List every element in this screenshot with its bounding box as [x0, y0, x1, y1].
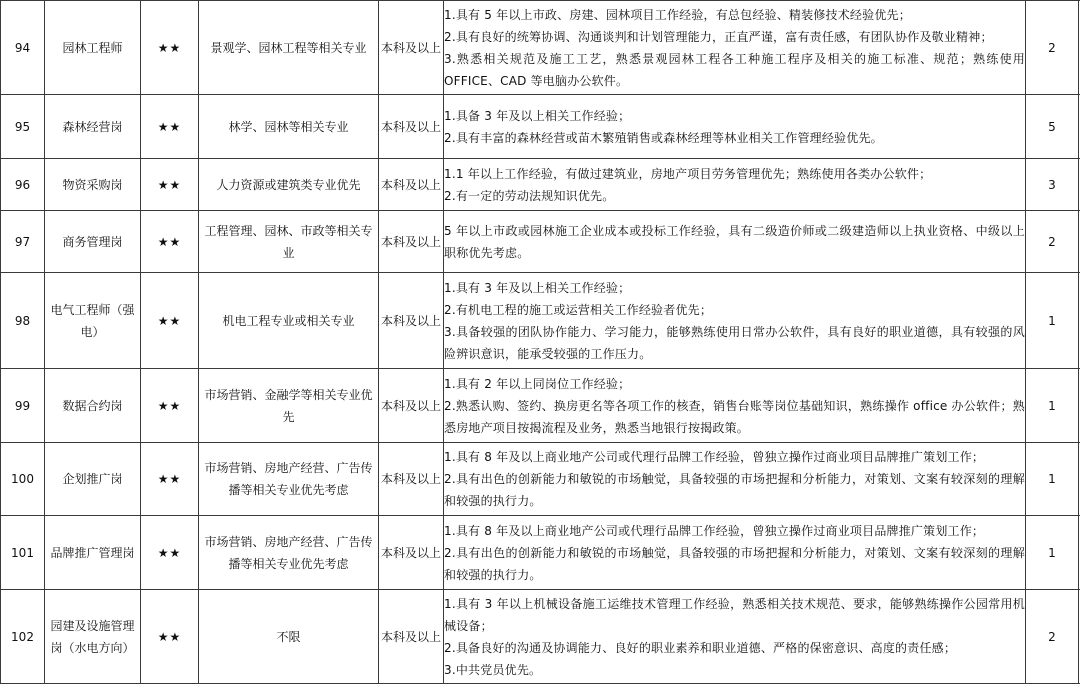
requirement-line: 2.具有良好的统筹协调、沟通谈判和计划管理能力，正直严谨，富有责任感，有团队协作及敬业精神；	[444, 26, 1025, 48]
headcount-cell-text: 2	[1026, 231, 1078, 253]
headcount-cell-text: 1	[1026, 310, 1078, 332]
headcount-cell	[1026, 159, 1079, 211]
table-body	[1, 1, 1080, 684]
table-row	[1, 95, 1080, 159]
table-row	[1, 590, 1080, 684]
education-cell	[379, 590, 444, 684]
requirement-line: 2.有机电工程的施工或运营相关工作经验者优先；	[444, 299, 1025, 321]
row-number-cell-text: 99	[1, 395, 44, 417]
position-cell	[45, 95, 141, 159]
level-stars-cell-text: ★★	[141, 116, 198, 138]
position-cell	[45, 443, 141, 516]
row-number-cell	[1, 516, 45, 590]
position-cell-text: 商务管理岗	[45, 231, 140, 253]
requirement-line: 1.具有 2 年以上同岗位工作经验；	[444, 373, 1025, 395]
level-stars-cell	[141, 273, 199, 369]
requirement-line: 1.具有 3 年以上机械设备施工运维技术管理工作经验，熟悉相关技术规范、要求，能够熟练操作公园常用机械设备；	[444, 593, 1025, 637]
row-number-cell-text: 98	[1, 310, 44, 332]
headcount-cell-text: 5	[1026, 116, 1078, 138]
requirement-line: 2.具备良好的沟通及协调能力、良好的职业素养和职业道德、严格的保密意识、高度的责任感；	[444, 637, 1025, 659]
headcount-cell	[1026, 369, 1079, 443]
position-cell-text: 森林经营岗	[45, 116, 140, 138]
requirement-line: 2.具有出色的创新能力和敏锐的市场触觉，具备较强的市场把握和分析能力，对策划、文案有较深刻的理解和较强的执行力。	[444, 542, 1025, 586]
level-stars-cell	[141, 1, 199, 95]
row-number-cell-text: 101	[1, 542, 44, 564]
level-stars-cell	[141, 443, 199, 516]
table-row	[1, 273, 1080, 369]
major-cell	[199, 443, 379, 516]
level-stars-cell	[141, 516, 199, 590]
education-cell-text: 本科及以上	[379, 542, 443, 564]
level-stars-cell-text: ★★	[141, 310, 198, 332]
headcount-cell	[1026, 516, 1079, 590]
position-cell	[45, 159, 141, 211]
requirement-line: 1.具有 8 年及以上商业地产公司或代理行品牌工作经验，曾独立操作过商业项目品牌推广策划工作；	[444, 446, 1025, 468]
headcount-cell	[1026, 273, 1079, 369]
requirement-line: 2.有一定的劳动法规知识优先。	[444, 185, 1025, 207]
requirement-line: 2.具有出色的创新能力和敏锐的市场触觉，具备较强的市场把握和分析能力，对策划、文案有较深刻的理解和较强的执行力。	[444, 468, 1025, 512]
education-cell	[379, 159, 444, 211]
position-cell	[45, 1, 141, 95]
headcount-cell-text: 1	[1026, 468, 1078, 490]
requirement-line: 5 年以上市政或园林施工企业成本或投标工作经验，具有二级造价师或二级建造师以上执业资格、中级以上职称优先考虑。	[444, 220, 1025, 264]
row-number-cell-text: 97	[1, 231, 44, 253]
major-cell	[199, 369, 379, 443]
position-cell	[45, 516, 141, 590]
headcount-cell-text: 2	[1026, 37, 1078, 59]
level-stars-cell-text: ★★	[141, 231, 198, 253]
requirements-cell	[444, 590, 1026, 684]
education-cell-text: 本科及以上	[379, 116, 443, 138]
row-number-cell	[1, 1, 45, 95]
headcount-cell-text: 1	[1026, 542, 1078, 564]
row-number-cell	[1, 273, 45, 369]
major-cell-text: 市场营销、房地产经营、广告传播等相关专业优先考虑	[199, 531, 378, 575]
education-cell-text: 本科及以上	[379, 310, 443, 332]
education-cell	[379, 516, 444, 590]
position-cell	[45, 273, 141, 369]
education-cell	[379, 443, 444, 516]
level-stars-cell	[141, 95, 199, 159]
education-cell	[379, 211, 444, 273]
requirements-cell	[444, 369, 1026, 443]
education-cell-text: 本科及以上	[379, 231, 443, 253]
row-number-cell	[1, 95, 45, 159]
level-stars-cell-text: ★★	[141, 468, 198, 490]
row-number-cell	[1, 159, 45, 211]
major-cell	[199, 159, 379, 211]
level-stars-cell	[141, 369, 199, 443]
level-stars-cell-text: ★★	[141, 174, 198, 196]
headcount-cell	[1026, 443, 1079, 516]
position-cell-text: 企划推广岗	[45, 468, 140, 490]
major-cell-text: 工程管理、园林、市政等相关专业	[199, 220, 378, 264]
row-number-cell	[1, 443, 45, 516]
major-cell	[199, 273, 379, 369]
major-cell	[199, 211, 379, 273]
requirement-line: 1.具有 5 年以上市政、房建、园林项目工作经验，有总包经验、精装修技术经验优先；	[444, 4, 1025, 26]
position-cell	[45, 590, 141, 684]
level-stars-cell-text: ★★	[141, 542, 198, 564]
table-row	[1, 369, 1080, 443]
requirement-line: 1.具备 3 年及以上相关工作经验；	[444, 105, 1025, 127]
requirements-cell	[444, 443, 1026, 516]
requirements-cell	[444, 95, 1026, 159]
level-stars-cell	[141, 590, 199, 684]
education-cell-text: 本科及以上	[379, 468, 443, 490]
education-cell	[379, 369, 444, 443]
headcount-cell-text: 1	[1026, 395, 1078, 417]
requirements-cell	[444, 516, 1026, 590]
education-cell-text: 本科及以上	[379, 395, 443, 417]
row-number-cell	[1, 369, 45, 443]
headcount-cell	[1026, 211, 1079, 273]
position-cell-text: 电气工程师（强电）	[45, 299, 140, 343]
requirements-cell	[444, 1, 1026, 95]
row-number-cell	[1, 590, 45, 684]
major-cell-text: 景观学、园林工程等相关专业	[199, 37, 378, 59]
major-cell	[199, 516, 379, 590]
table-row	[1, 516, 1080, 590]
major-cell-text: 林学、园林等相关专业	[199, 116, 378, 138]
requirements-cell	[444, 159, 1026, 211]
row-number-cell-text: 94	[1, 37, 44, 59]
headcount-cell	[1026, 590, 1079, 684]
position-cell-text: 品牌推广管理岗	[45, 542, 140, 564]
position-cell-text: 物资采购岗	[45, 174, 140, 196]
requirement-line: 1.1 年以上工作经验，有做过建筑业，房地产项目劳务管理优先；熟练使用各类办公软件；	[444, 163, 1025, 185]
major-cell	[199, 590, 379, 684]
requirement-line: 2.熟悉认购、签约、换房更名等各项工作的核查，销售台账等岗位基础知识，熟练操作 office 办公软件；熟悉房地产项目按揭流程及业务，熟悉当地银行按揭政策。	[444, 395, 1025, 439]
row-number-cell-text: 95	[1, 116, 44, 138]
table-row	[1, 1, 1080, 95]
row-number-cell	[1, 211, 45, 273]
level-stars-cell-text: ★★	[141, 395, 198, 417]
major-cell-text: 市场营销、金融学等相关专业优先	[199, 384, 378, 428]
education-cell	[379, 95, 444, 159]
position-cell	[45, 369, 141, 443]
level-stars-cell	[141, 211, 199, 273]
level-stars-cell	[141, 159, 199, 211]
requirements-cell	[444, 211, 1026, 273]
major-cell-text: 人力资源或建筑类专业优先	[199, 174, 378, 196]
position-cell-text: 园建及设施管理岗（水电方向）	[45, 615, 140, 659]
requirement-line: 1.具有 3 年及以上相关工作经验；	[444, 277, 1025, 299]
requirements-cell	[444, 273, 1026, 369]
position-cell-text: 园林工程师	[45, 37, 140, 59]
level-stars-cell-text: ★★	[141, 37, 198, 59]
requirement-line: 2.具有丰富的森林经营或苗木繁殖销售或森林经理等林业相关工作管理经验优先。	[444, 127, 1025, 149]
table-row	[1, 443, 1080, 516]
row-number-cell-text: 100	[1, 468, 44, 490]
major-cell	[199, 95, 379, 159]
level-stars-cell-text: ★★	[141, 626, 198, 648]
table-row	[1, 159, 1080, 211]
major-cell-text: 不限	[199, 626, 378, 648]
requirement-line: 3.具备较强的团队协作能力、学习能力，能够熟练使用日常办公软件，具有良好的职业道德，具有较强的风险辨识意识，能承受较强的工作压力。	[444, 321, 1025, 365]
table-row	[1, 211, 1080, 273]
headcount-cell-text: 3	[1026, 174, 1078, 196]
headcount-cell	[1026, 1, 1079, 95]
position-cell	[45, 211, 141, 273]
position-cell-text: 数据合约岗	[45, 395, 140, 417]
major-cell-text: 机电工程专业或相关专业	[199, 310, 378, 332]
major-cell	[199, 1, 379, 95]
requirement-line: 3.中共党员优先。	[444, 659, 1025, 681]
row-number-cell-text: 102	[1, 626, 44, 648]
requirement-line: 1.具有 8 年及以上商业地产公司或代理行品牌工作经验，曾独立操作过商业项目品牌推广策划工作；	[444, 520, 1025, 542]
education-cell-text: 本科及以上	[379, 174, 443, 196]
major-cell-text: 市场营销、房地产经营、广告传播等相关专业优先考虑	[199, 457, 378, 501]
education-cell-text: 本科及以上	[379, 37, 443, 59]
education-cell	[379, 1, 444, 95]
headcount-cell	[1026, 95, 1079, 159]
requirement-line: 3.熟悉相关规范及施工工艺，熟悉景观园林工程各工种施工程序及相关的施工标准、规范；熟练使用 OFFICE、CAD 等电脑办公软件。	[444, 48, 1025, 92]
education-cell	[379, 273, 444, 369]
education-cell-text: 本科及以上	[379, 626, 443, 648]
headcount-cell-text: 2	[1026, 626, 1078, 648]
row-number-cell-text: 96	[1, 174, 44, 196]
